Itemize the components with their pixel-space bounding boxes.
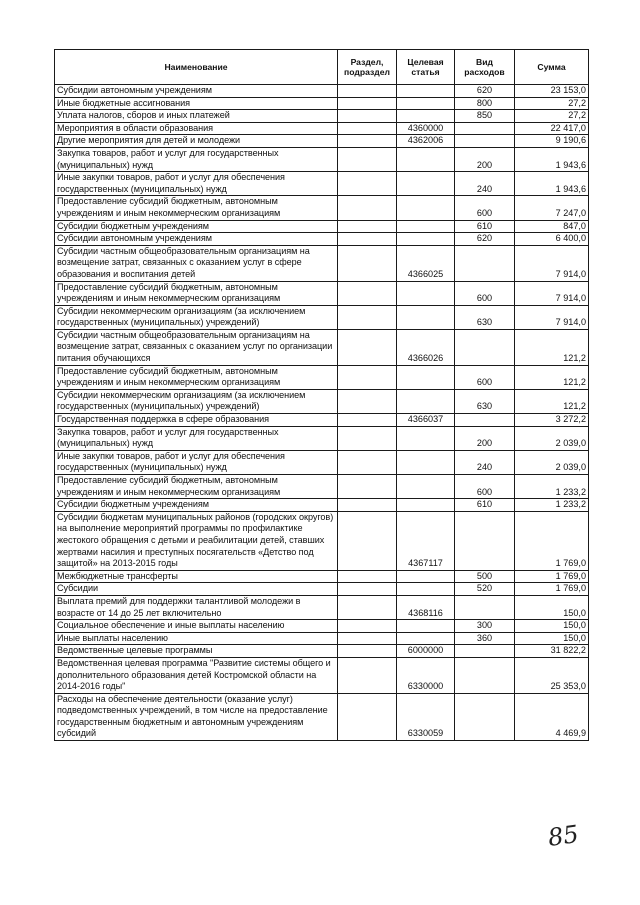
row-sum-cell: 150,0 <box>515 620 589 633</box>
row-type-cell <box>455 511 515 570</box>
table-row <box>55 110 589 123</box>
row-section-cell <box>338 414 397 427</box>
row-type-cell: 610 <box>455 220 515 233</box>
row-sum-cell: 121,2 <box>515 329 589 365</box>
row-target-cell: 4368116 <box>397 595 455 619</box>
document-sheet <box>54 49 588 741</box>
row-type-cell <box>455 135 515 148</box>
row-sum-cell: 7 914,0 <box>515 305 589 329</box>
header-sum: Сумма <box>515 50 589 85</box>
row-target-cell: 4366037 <box>397 414 455 427</box>
row-sum-cell: 31 822,2 <box>515 645 589 658</box>
row-type-cell <box>455 122 515 135</box>
row-name-cell: Предоставление субсидий бюджетным, автономным учреждениям и иным некоммерческим организациям <box>55 281 338 305</box>
row-name-cell: Закупка товаров, работ и услуг для государственных (муниципальных) нужд <box>55 426 338 450</box>
row-name-cell: Иные закупки товаров, работ и услуг для обеспечения государственных (муниципальных) нужд <box>55 172 338 196</box>
row-sum-cell: 847,0 <box>515 220 589 233</box>
row-name-cell: Предоставление субсидий бюджетным, автономным учреждениям и иным некоммерческим организациям <box>55 365 338 389</box>
row-section-cell <box>338 122 397 135</box>
row-name-cell: Государственная поддержка в сфере образования <box>55 414 338 427</box>
table-row <box>55 245 589 281</box>
table-row <box>55 220 589 233</box>
table-row <box>55 426 589 450</box>
row-type-cell <box>455 595 515 619</box>
row-section-cell <box>338 147 397 171</box>
row-name-cell: Социальное обеспечение и иные выплаты населению <box>55 620 338 633</box>
row-section-cell <box>338 657 397 693</box>
row-name-cell: Ведомственные целевые программы <box>55 645 338 658</box>
table-row <box>55 135 589 148</box>
row-target-cell <box>397 305 455 329</box>
row-type-cell: 610 <box>455 499 515 512</box>
row-name-cell: Субсидии бюджетным учреждениям <box>55 220 338 233</box>
row-section-cell <box>338 365 397 389</box>
row-section-cell <box>338 110 397 123</box>
row-section-cell <box>338 233 397 246</box>
row-name-cell: Иные бюджетные ассигнования <box>55 97 338 110</box>
row-type-cell: 300 <box>455 620 515 633</box>
row-target-cell <box>397 570 455 583</box>
row-sum-cell: 22 417,0 <box>515 122 589 135</box>
row-name-cell: Субсидии некоммерческим организациям (за исключением государственных (муниципальных) учреждений) <box>55 389 338 413</box>
row-sum-cell: 4 469,9 <box>515 693 589 740</box>
row-sum-cell: 2 039,0 <box>515 426 589 450</box>
row-target-cell <box>397 110 455 123</box>
row-name-cell: Субсидии автономным учреждениям <box>55 85 338 98</box>
row-target-cell <box>397 450 455 474</box>
row-target-cell <box>397 147 455 171</box>
table-row <box>55 693 589 740</box>
row-section-cell <box>338 97 397 110</box>
table-row <box>55 305 589 329</box>
row-section-cell <box>338 620 397 633</box>
row-target-cell: 4366025 <box>397 245 455 281</box>
row-target-cell: 4360000 <box>397 122 455 135</box>
handwritten-page-number: 85 <box>546 820 581 852</box>
row-target-cell <box>397 85 455 98</box>
row-type-cell: 620 <box>455 233 515 246</box>
row-sum-cell: 1 769,0 <box>515 511 589 570</box>
row-name-cell: Субсидии бюджетным учреждениям <box>55 499 338 512</box>
row-name-cell: Расходы на обеспечение деятельности (оказание услуг) подведомственных учреждений, в том числе на предоставление государственным бюджетным и автономным учреждениям субсидий <box>55 693 338 740</box>
row-sum-cell: 7 247,0 <box>515 196 589 220</box>
row-sum-cell: 9 190,6 <box>515 135 589 148</box>
header-section: Раздел, подраздел <box>338 50 397 85</box>
row-type-cell: 600 <box>455 365 515 389</box>
row-section-cell <box>338 389 397 413</box>
table-row <box>55 583 589 596</box>
row-section-cell <box>338 570 397 583</box>
row-target-cell <box>397 172 455 196</box>
row-type-cell: 630 <box>455 389 515 413</box>
row-type-cell: 360 <box>455 632 515 645</box>
row-type-cell <box>455 414 515 427</box>
row-type-cell: 200 <box>455 426 515 450</box>
row-name-cell: Мероприятия в области образования <box>55 122 338 135</box>
header-name: Наименование <box>55 50 338 85</box>
row-target-cell <box>397 233 455 246</box>
table-row <box>55 475 589 499</box>
row-name-cell: Иные выплаты населению <box>55 632 338 645</box>
row-type-cell <box>455 245 515 281</box>
table-row <box>55 570 589 583</box>
row-target-cell <box>397 196 455 220</box>
table-row <box>55 365 589 389</box>
row-sum-cell: 1 233,2 <box>515 499 589 512</box>
row-sum-cell: 1 233,2 <box>515 475 589 499</box>
row-name-cell: Предоставление субсидий бюджетным, автономным учреждениям и иным некоммерческим организациям <box>55 475 338 499</box>
row-type-cell: 500 <box>455 570 515 583</box>
row-section-cell <box>338 135 397 148</box>
row-name-cell: Иные закупки товаров, работ и услуг для обеспечения государственных (муниципальных) нужд <box>55 450 338 474</box>
row-sum-cell: 150,0 <box>515 632 589 645</box>
table-row <box>55 389 589 413</box>
row-name-cell: Субсидии автономным учреждениям <box>55 233 338 246</box>
row-type-cell: 200 <box>455 147 515 171</box>
row-type-cell: 600 <box>455 196 515 220</box>
table-row <box>55 450 589 474</box>
row-target-cell <box>397 475 455 499</box>
row-name-cell: Субсидии некоммерческим организациям (за исключением государственных (муниципальных) учреждений) <box>55 305 338 329</box>
table-row <box>55 632 589 645</box>
row-target-cell: 6000000 <box>397 645 455 658</box>
row-sum-cell: 27,2 <box>515 110 589 123</box>
row-sum-cell: 1 769,0 <box>515 570 589 583</box>
row-section-cell <box>338 426 397 450</box>
table-row <box>55 657 589 693</box>
row-target-cell: 4367117 <box>397 511 455 570</box>
row-sum-cell: 25 353,0 <box>515 657 589 693</box>
table-row <box>55 645 589 658</box>
row-type-cell: 600 <box>455 281 515 305</box>
row-sum-cell: 150,0 <box>515 595 589 619</box>
row-type-cell: 520 <box>455 583 515 596</box>
row-sum-cell: 7 914,0 <box>515 281 589 305</box>
row-target-cell: 6330059 <box>397 693 455 740</box>
table-row <box>55 329 589 365</box>
row-name-cell: Субсидии частным общеобразовательным организациям на возмещение затрат, связанных с оказанием услуг по организации питания обучающихся <box>55 329 338 365</box>
row-name-cell: Закупка товаров, работ и услуг для государственных (муниципальных) нужд <box>55 147 338 171</box>
row-sum-cell: 1 769,0 <box>515 583 589 596</box>
table-row <box>55 233 589 246</box>
row-section-cell <box>338 475 397 499</box>
row-name-cell: Межбюджетные трансферты <box>55 570 338 583</box>
row-name-cell: Предоставление субсидий бюджетным, автономным учреждениям и иным некоммерческим организациям <box>55 196 338 220</box>
row-name-cell: Уплата налогов, сборов и иных платежей <box>55 110 338 123</box>
row-type-cell <box>455 329 515 365</box>
table-row <box>55 511 589 570</box>
row-target-cell: 4362006 <box>397 135 455 148</box>
row-section-cell <box>338 511 397 570</box>
row-section-cell <box>338 595 397 619</box>
row-type-cell: 600 <box>455 475 515 499</box>
row-target-cell <box>397 97 455 110</box>
table-row <box>55 147 589 171</box>
row-name-cell: Выплата премий для поддержки талантливой молодежи в возрасте от 14 до 25 лет включительно <box>55 595 338 619</box>
table-row <box>55 97 589 110</box>
table-row <box>55 85 589 98</box>
row-type-cell: 620 <box>455 85 515 98</box>
row-target-cell <box>397 426 455 450</box>
row-section-cell <box>338 645 397 658</box>
row-name-cell: Другие мероприятия для детей и молодежи <box>55 135 338 148</box>
row-sum-cell: 23 153,0 <box>515 85 589 98</box>
row-type-cell: 800 <box>455 97 515 110</box>
row-target-cell <box>397 365 455 389</box>
row-type-cell <box>455 657 515 693</box>
row-target-cell: 4366026 <box>397 329 455 365</box>
row-sum-cell: 121,2 <box>515 365 589 389</box>
row-name-cell: Субсидии бюджетам муниципальных районов (городских округов) на выполнение мероприятий программы по профилактике жестокого обращения с детьми и реабилитации детей, ставших жертвами насилия и преступных посягательств «Детство под защитой» на 2013-2015 годы <box>55 511 338 570</box>
table-header-row <box>55 50 589 85</box>
row-section-cell <box>338 583 397 596</box>
budget-table <box>54 49 589 741</box>
table-row <box>55 414 589 427</box>
header-target: Целевая статья <box>397 50 455 85</box>
row-type-cell: 240 <box>455 172 515 196</box>
table-row <box>55 281 589 305</box>
table-row <box>55 122 589 135</box>
row-section-cell <box>338 329 397 365</box>
table-body <box>55 85 589 741</box>
row-sum-cell: 7 914,0 <box>515 245 589 281</box>
row-section-cell <box>338 196 397 220</box>
row-section-cell <box>338 281 397 305</box>
row-sum-cell: 1 943,6 <box>515 172 589 196</box>
row-sum-cell: 121,2 <box>515 389 589 413</box>
row-sum-cell: 2 039,0 <box>515 450 589 474</box>
row-section-cell <box>338 245 397 281</box>
row-target-cell <box>397 632 455 645</box>
row-section-cell <box>338 220 397 233</box>
row-sum-cell: 3 272,2 <box>515 414 589 427</box>
row-type-cell: 630 <box>455 305 515 329</box>
row-section-cell <box>338 499 397 512</box>
row-sum-cell: 27,2 <box>515 97 589 110</box>
row-type-cell <box>455 693 515 740</box>
row-sum-cell: 1 943,6 <box>515 147 589 171</box>
table-row <box>55 196 589 220</box>
row-target-cell <box>397 620 455 633</box>
row-type-cell: 240 <box>455 450 515 474</box>
row-target-cell: 6330000 <box>397 657 455 693</box>
row-section-cell <box>338 172 397 196</box>
row-section-cell <box>338 693 397 740</box>
row-name-cell: Субсидии <box>55 583 338 596</box>
row-target-cell <box>397 281 455 305</box>
table-row <box>55 172 589 196</box>
row-section-cell <box>338 632 397 645</box>
row-name-cell: Ведомственная целевая программа "Развитие системы общего и дополнительного образования детей Костромской области на 2014-2016 годы" <box>55 657 338 693</box>
row-section-cell <box>338 305 397 329</box>
row-name-cell: Субсидии частным общеобразовательным организациям на возмещение затрат, связанных с оказанием услуг в сфере образования и воспитания детей <box>55 245 338 281</box>
row-target-cell <box>397 220 455 233</box>
row-type-cell <box>455 645 515 658</box>
row-target-cell <box>397 583 455 596</box>
header-type: Вид расходов <box>455 50 515 85</box>
row-type-cell: 850 <box>455 110 515 123</box>
row-section-cell <box>338 85 397 98</box>
row-section-cell <box>338 450 397 474</box>
table-row <box>55 620 589 633</box>
row-target-cell <box>397 389 455 413</box>
row-target-cell <box>397 499 455 512</box>
table-row <box>55 595 589 619</box>
row-sum-cell: 6 400,0 <box>515 233 589 246</box>
table-row <box>55 499 589 512</box>
